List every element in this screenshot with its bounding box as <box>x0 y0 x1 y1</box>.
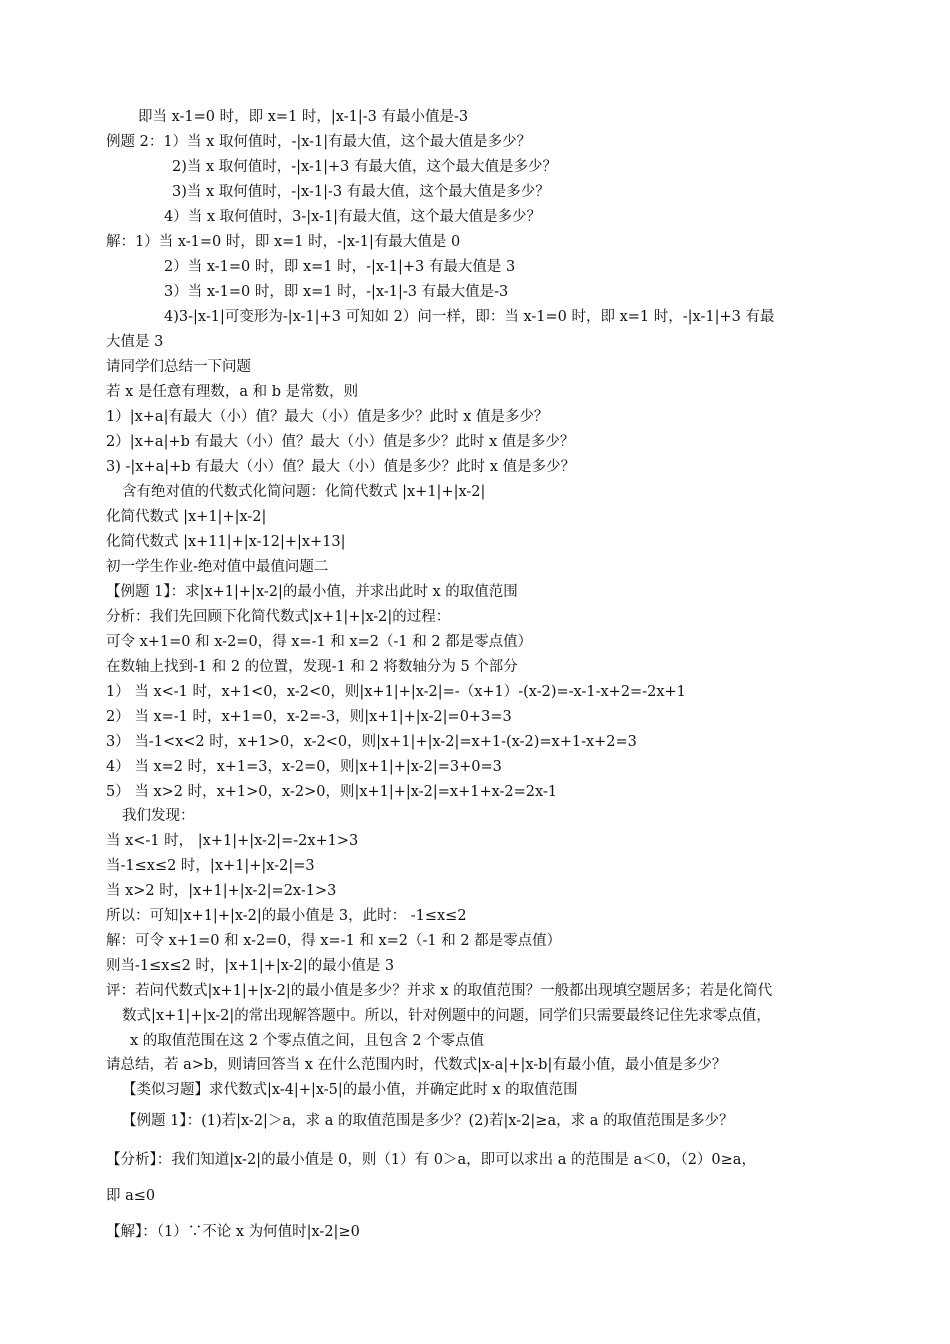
similar-exercise: 【类似习题】求代数式|x-4|+|x-5|的最小值，并确定此时 x 的取值范围 <box>122 1082 578 1098</box>
text-line: 则当-1≤x≤2 时，|x+1|+|x-2|的最小值是 3 <box>106 958 395 974</box>
example-1-heading: 【例题 1】：求|x+1|+|x-2|的最小值，并求出此时 x 的取值范围 <box>106 584 518 600</box>
case-line: 4） 当 x=2 时，x+1=3，x-2=0，则|x+1|+|x-2|=3+0=3 <box>106 759 502 775</box>
text-line: 3) -|x+a|+b 有最大（小）值？最大（小）值是多少？此时 x 值是多少？ <box>106 459 576 475</box>
text-line: 化简代数式 |x+11|+|x-12|+|x+13| <box>106 534 346 550</box>
text-line: 我们发现： <box>122 808 195 824</box>
text-line: 4）当 x 取何值时，3-|x-1|有最大值，这个最大值是多少？ <box>164 209 542 225</box>
example-1b-heading: 【例题 1】：(1)若|x-2|＞a，求 a 的取值范围是多少？(2)若|x-2|≥a，求 a 的取值范围是多少？ <box>122 1113 734 1129</box>
text-line: 可令 x+1=0 和 x-2=0，得 x=-1 和 x=2（-1 和 2 都是零点值） <box>106 634 533 650</box>
text-line: 化简代数式 |x+1|+|x-2| <box>106 509 267 525</box>
case-line: 2） 当 x=-1 时，x+1=0，x-2=-3，则|x+1|+|x-2|=0+3=3 <box>106 709 512 725</box>
text-line: 大值是 3 <box>106 334 164 350</box>
text-line: 即当 x-1=0 时，即 x=1 时，|x-1|-3 有最小值是-3 <box>138 109 469 125</box>
text-line: 2)当 x 取何值时，-|x-1|+3 有最大值，这个最大值是多少？ <box>172 159 557 175</box>
text-line: 请同学们总结一下问题 <box>106 359 251 375</box>
case-line: 3） 当-1<x<2 时，x+1>0，x-2<0，则|x+1|+|x-2|=x+1-(x-2)=x+1-x+2=3 <box>106 734 637 750</box>
text-line: 2）|x+a|+b 有最大（小）值？最大（小）值是多少？此时 x 值是多少？ <box>106 434 575 450</box>
text-line: 3）当 x-1=0 时，即 x=1 时，-|x-1|-3 有最大值是-3 <box>164 284 509 300</box>
solution-line: 解：可令 x+1=0 和 x-2=0，得 x=-1 和 x=2（-1 和 2 都是零点值） <box>106 933 562 949</box>
analysis-line: 【分析】：我们知道|x-2|的最小值是 0，则（1）有 0＞a，即可以求出 a 的范围是 a＜0，（2）0≥a， <box>106 1152 756 1168</box>
comment-line: 评：若问代数式|x+1|+|x-2|的最小值是多少？并求 x 的取值范围？一般都出现填空题居多；若是化简代 <box>106 983 773 999</box>
text-line: 请总结，若 a>b，则请回答当 x 在什么范围内时，代数式|x-a|+|x-b|有最小值，最小值是多少？ <box>106 1057 727 1073</box>
text-line: 当 x<-1 时， |x+1|+|x-2|=-2x+1>3 <box>106 833 359 849</box>
text-line: 若 x 是任意有理数，a 和 b 是常数，则 <box>106 384 359 400</box>
section-title: 初一学生作业-绝对值中最值问题二 <box>106 559 329 575</box>
case-line: 1） 当 x<-1 时，x+1<0，x-2<0，则|x+1|+|x-2|=-（x+1）-(x-2)=-x-1-x+2=-2x+1 <box>106 684 686 700</box>
analysis-line: 分析：我们先回顾下化简代数式|x+1|+|x-2|的过程： <box>106 609 451 625</box>
text-line: 数式|x+1|+|x-2|的常出现解答题中。所以，针对例题中的问题，同学们只需要最终记住先求零点值， <box>122 1008 771 1024</box>
solution-line: 解：1）当 x-1=0 时，即 x=1 时，-|x-1|有最大值是 0 <box>106 234 461 250</box>
text-line: 当 x>2 时，|x+1|+|x-2|=2x-1>3 <box>106 883 337 899</box>
text-line: x 的取值范围在这 2 个零点值之间，且包含 2 个零点值 <box>130 1033 485 1049</box>
text-line: 即 a≤0 <box>106 1188 156 1204</box>
text-line: 1）|x+a|有最大（小）值？最大（小）值是多少？此时 x 值是多少？ <box>106 409 549 425</box>
solution-line: 【解】：（1）∵不论 x 为何值时|x-2|≥0 <box>106 1224 360 1240</box>
text-line: 所以：可知|x+1|+|x-2|的最小值是 3，此时： -1≤x≤2 <box>106 908 467 924</box>
text-line: 在数轴上找到-1 和 2 的位置，发现-1 和 2 将数轴分为 5 个部分 <box>106 659 518 675</box>
text-line: 含有绝对值的代数式化简问题：化简代数式 |x+1|+|x-2| <box>122 484 486 500</box>
text-line: 3)当 x 取何值时，-|x-1|-3 有最大值，这个最大值是多少？ <box>172 184 550 200</box>
case-line: 5） 当 x>2 时，x+1>0，x-2>0，则|x+1|+|x-2|=x+1+x-2=2x-1 <box>106 784 558 800</box>
example-2-heading: 例题 2：1）当 x 取何值时，-|x-1|有最大值，这个最大值是多少？ <box>106 134 532 150</box>
text-line: 4)3-|x-1|可变形为-|x-1|+3 可知如 2）问一样，即：当 x-1=0 时，即 x=1 时，-|x-1|+3 有最 <box>164 309 775 325</box>
text-line: 2）当 x-1=0 时，即 x=1 时，-|x-1|+3 有最大值是 3 <box>164 259 516 275</box>
text-line: 当-1≤x≤2 时，|x+1|+|x-2|=3 <box>106 858 315 874</box>
